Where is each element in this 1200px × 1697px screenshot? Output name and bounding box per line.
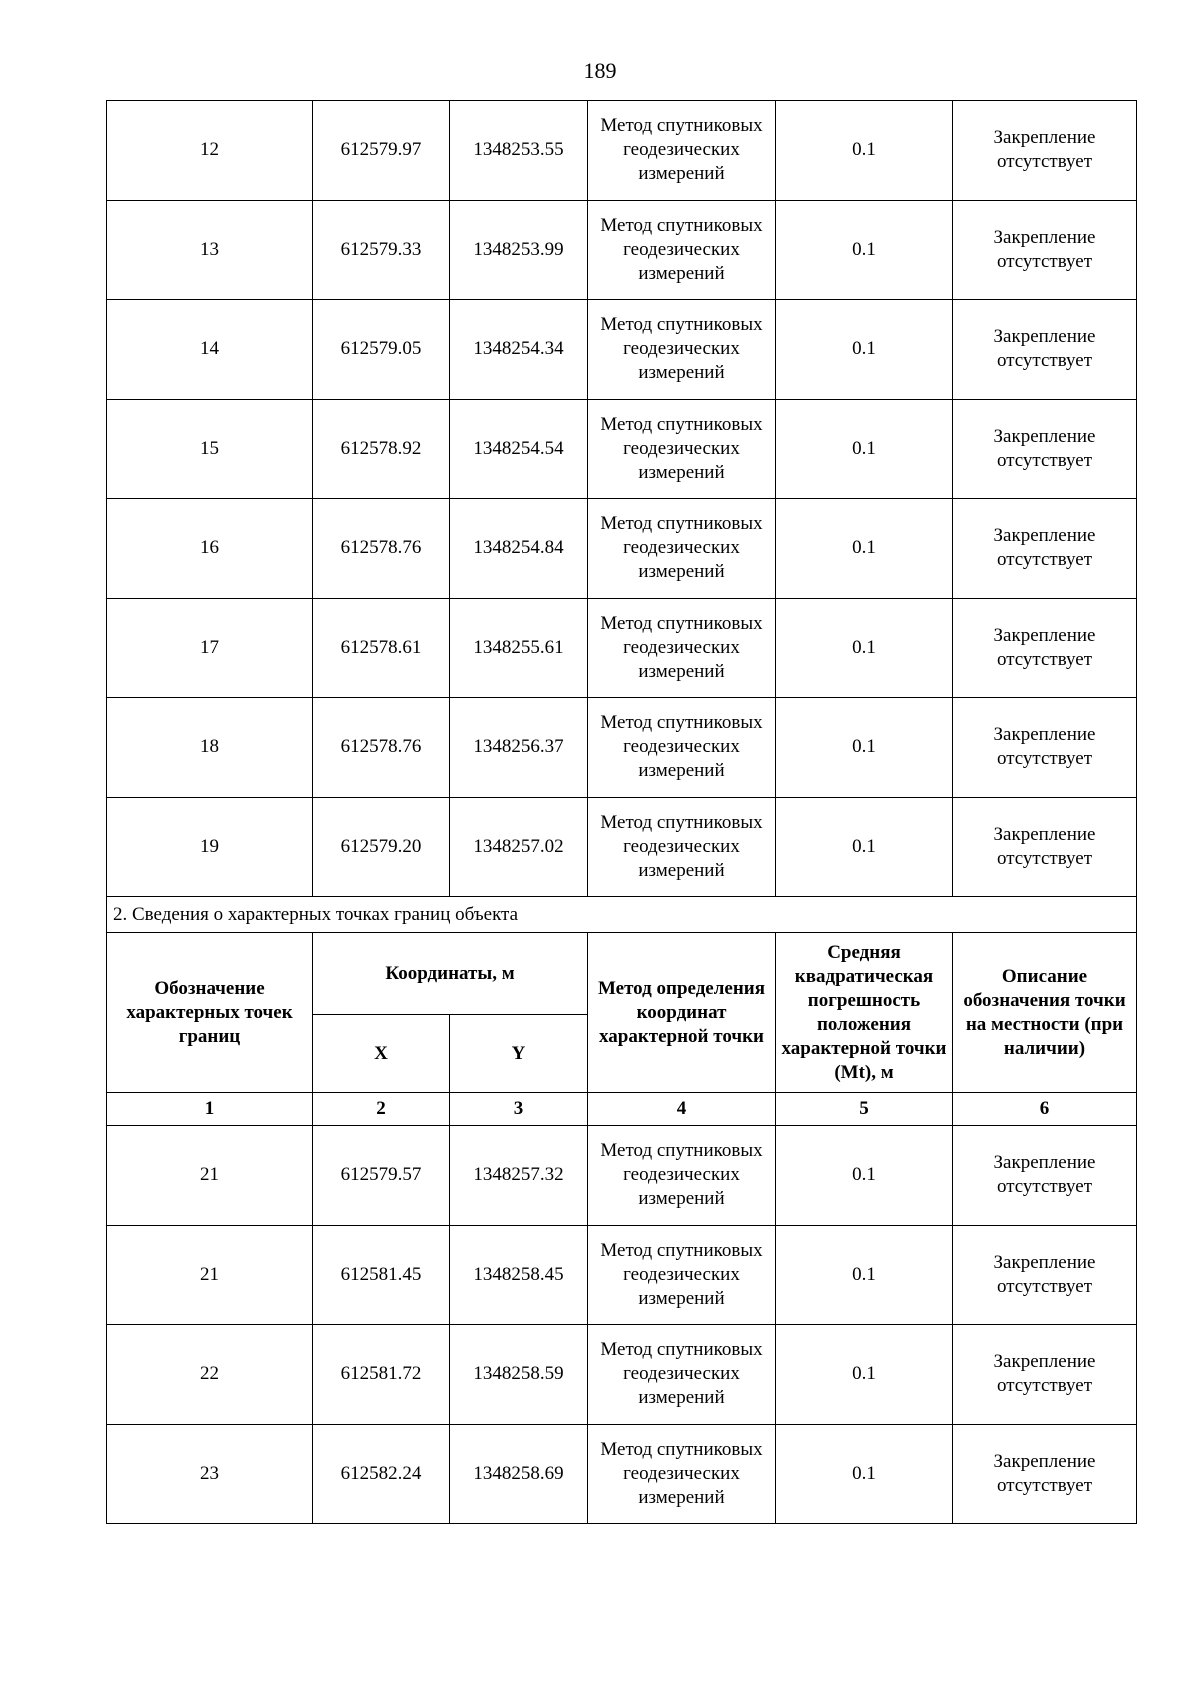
accuracy-cell: 0.1 bbox=[776, 1325, 953, 1425]
table-row bbox=[107, 1325, 1137, 1425]
point-id-cell: 13 bbox=[107, 200, 313, 300]
description-cell: Закрепление отсутствует bbox=[953, 698, 1137, 798]
accuracy-cell: 0.1 bbox=[776, 797, 953, 897]
x-cell: 612581.72 bbox=[313, 1325, 450, 1425]
table-row bbox=[107, 300, 1137, 400]
point-id-cell: 23 bbox=[107, 1424, 313, 1524]
table-row bbox=[107, 797, 1137, 897]
x-cell: 612579.57 bbox=[313, 1126, 450, 1226]
description-cell: Закрепление отсутствует bbox=[953, 598, 1137, 698]
x-cell: 612578.92 bbox=[313, 399, 450, 499]
point-id-cell: 15 bbox=[107, 399, 313, 499]
point-id-cell: 22 bbox=[107, 1325, 313, 1425]
table-row bbox=[107, 1126, 1137, 1226]
description-cell: Закрепление отсутствует bbox=[953, 1126, 1137, 1226]
x-cell: 612579.20 bbox=[313, 797, 450, 897]
y-cell: 1348254.34 bbox=[450, 300, 588, 400]
method-cell: Метод спутниковых геодезических измерений bbox=[588, 200, 776, 300]
point-id-cell: 12 bbox=[107, 101, 313, 201]
section-row bbox=[107, 897, 1137, 933]
y-cell: 1348255.61 bbox=[450, 598, 588, 698]
x-cell: 612582.24 bbox=[313, 1424, 450, 1524]
y-cell: 1348258.69 bbox=[450, 1424, 588, 1524]
y-cell: 1348257.02 bbox=[450, 797, 588, 897]
method-cell: Метод спутниковых геодезических измерений bbox=[588, 499, 776, 599]
y-cell: 1348253.99 bbox=[450, 200, 588, 300]
method-cell: Метод спутниковых геодезических измерений bbox=[588, 101, 776, 201]
table-row bbox=[107, 399, 1137, 499]
y-cell: 1348258.59 bbox=[450, 1325, 588, 1425]
column-number: 4 bbox=[588, 1093, 776, 1126]
y-cell: 1348253.55 bbox=[450, 101, 588, 201]
description-cell: Закрепление отсутствует bbox=[953, 797, 1137, 897]
accuracy-cell: 0.1 bbox=[776, 499, 953, 599]
description-cell: Закрепление отсутствует bbox=[953, 399, 1137, 499]
table-row bbox=[107, 598, 1137, 698]
accuracy-cell: 0.1 bbox=[776, 399, 953, 499]
y-cell: 1348254.54 bbox=[450, 399, 588, 499]
column-number: 2 bbox=[313, 1093, 450, 1126]
table-section bbox=[107, 897, 1137, 1126]
x-cell: 612579.97 bbox=[313, 101, 450, 201]
header-x: X bbox=[313, 1015, 450, 1093]
accuracy-cell: 0.1 bbox=[776, 1424, 953, 1524]
column-number: 5 bbox=[776, 1093, 953, 1126]
table-row bbox=[107, 101, 1137, 201]
accuracy-cell: 0.1 bbox=[776, 698, 953, 798]
boundary-points-table bbox=[106, 100, 1137, 1524]
point-id-cell: 14 bbox=[107, 300, 313, 400]
x-cell: 612578.61 bbox=[313, 598, 450, 698]
method-cell: Метод спутниковых геодезических измерений bbox=[588, 399, 776, 499]
header-coords: Координаты, м bbox=[313, 933, 588, 1015]
header-y: Y bbox=[450, 1015, 588, 1093]
table-row bbox=[107, 200, 1137, 300]
x-cell: 612579.05 bbox=[313, 300, 450, 400]
accuracy-cell: 0.1 bbox=[776, 101, 953, 201]
header-row bbox=[107, 933, 1137, 1015]
accuracy-cell: 0.1 bbox=[776, 1225, 953, 1325]
accuracy-cell: 0.1 bbox=[776, 598, 953, 698]
method-cell: Метод спутниковых геодезических измерений bbox=[588, 797, 776, 897]
x-cell: 612581.45 bbox=[313, 1225, 450, 1325]
point-id-cell: 19 bbox=[107, 797, 313, 897]
accuracy-cell: 0.1 bbox=[776, 1126, 953, 1226]
y-cell: 1348254.84 bbox=[450, 499, 588, 599]
table-row bbox=[107, 499, 1137, 599]
method-cell: Метод спутниковых геодезических измерений bbox=[588, 1325, 776, 1425]
method-cell: Метод спутниковых геодезических измерений bbox=[588, 598, 776, 698]
description-cell: Закрепление отсутствует bbox=[953, 1325, 1137, 1425]
accuracy-cell: 0.1 bbox=[776, 200, 953, 300]
description-cell: Закрепление отсутствует bbox=[953, 499, 1137, 599]
point-id-cell: 21 bbox=[107, 1126, 313, 1226]
column-numbers-row bbox=[107, 1093, 1137, 1126]
section-title: 2. Сведения о характерных точках границ объекта bbox=[107, 897, 1137, 933]
y-cell: 1348256.37 bbox=[450, 698, 588, 798]
x-cell: 612578.76 bbox=[313, 698, 450, 798]
method-cell: Метод спутниковых геодезических измерений bbox=[588, 1424, 776, 1524]
description-cell: Закрепление отсутствует bbox=[953, 300, 1137, 400]
point-id-cell: 16 bbox=[107, 499, 313, 599]
x-cell: 612579.33 bbox=[313, 200, 450, 300]
description-cell: Закрепление отсутствует bbox=[953, 200, 1137, 300]
method-cell: Метод спутниковых геодезических измерений bbox=[588, 300, 776, 400]
header-accuracy: Средняя квадратическая погрешность положения характерной точки (Mt), м bbox=[776, 933, 953, 1093]
y-cell: 1348257.32 bbox=[450, 1126, 588, 1226]
method-cell: Метод спутниковых геодезических измерений bbox=[588, 1126, 776, 1226]
method-cell: Метод спутниковых геодезических измерений bbox=[588, 698, 776, 798]
column-number: 3 bbox=[450, 1093, 588, 1126]
table-row bbox=[107, 698, 1137, 798]
description-cell: Закрепление отсутствует bbox=[953, 1225, 1137, 1325]
description-cell: Закрепление отсутствует bbox=[953, 1424, 1137, 1524]
page-number: 189 bbox=[583, 58, 617, 83]
column-number: 6 bbox=[953, 1093, 1137, 1126]
description-cell: Закрепление отсутствует bbox=[953, 101, 1137, 201]
point-id-cell: 17 bbox=[107, 598, 313, 698]
table-body-top bbox=[107, 101, 1137, 897]
table-row bbox=[107, 1424, 1137, 1524]
method-cell: Метод спутниковых геодезических измерений bbox=[588, 1225, 776, 1325]
table-body-bottom bbox=[107, 1126, 1137, 1524]
y-cell: 1348258.45 bbox=[450, 1225, 588, 1325]
table-row bbox=[107, 1225, 1137, 1325]
header-description: Описание обозначения точки на местности (при наличии) bbox=[953, 933, 1137, 1093]
header-point: Обозначение характерных точек границ bbox=[107, 933, 313, 1093]
point-id-cell: 21 bbox=[107, 1225, 313, 1325]
column-number: 1 bbox=[107, 1093, 313, 1126]
x-cell: 612578.76 bbox=[313, 499, 450, 599]
accuracy-cell: 0.1 bbox=[776, 300, 953, 400]
header-method: Метод определения координат характерной точки bbox=[588, 933, 776, 1093]
point-id-cell: 18 bbox=[107, 698, 313, 798]
